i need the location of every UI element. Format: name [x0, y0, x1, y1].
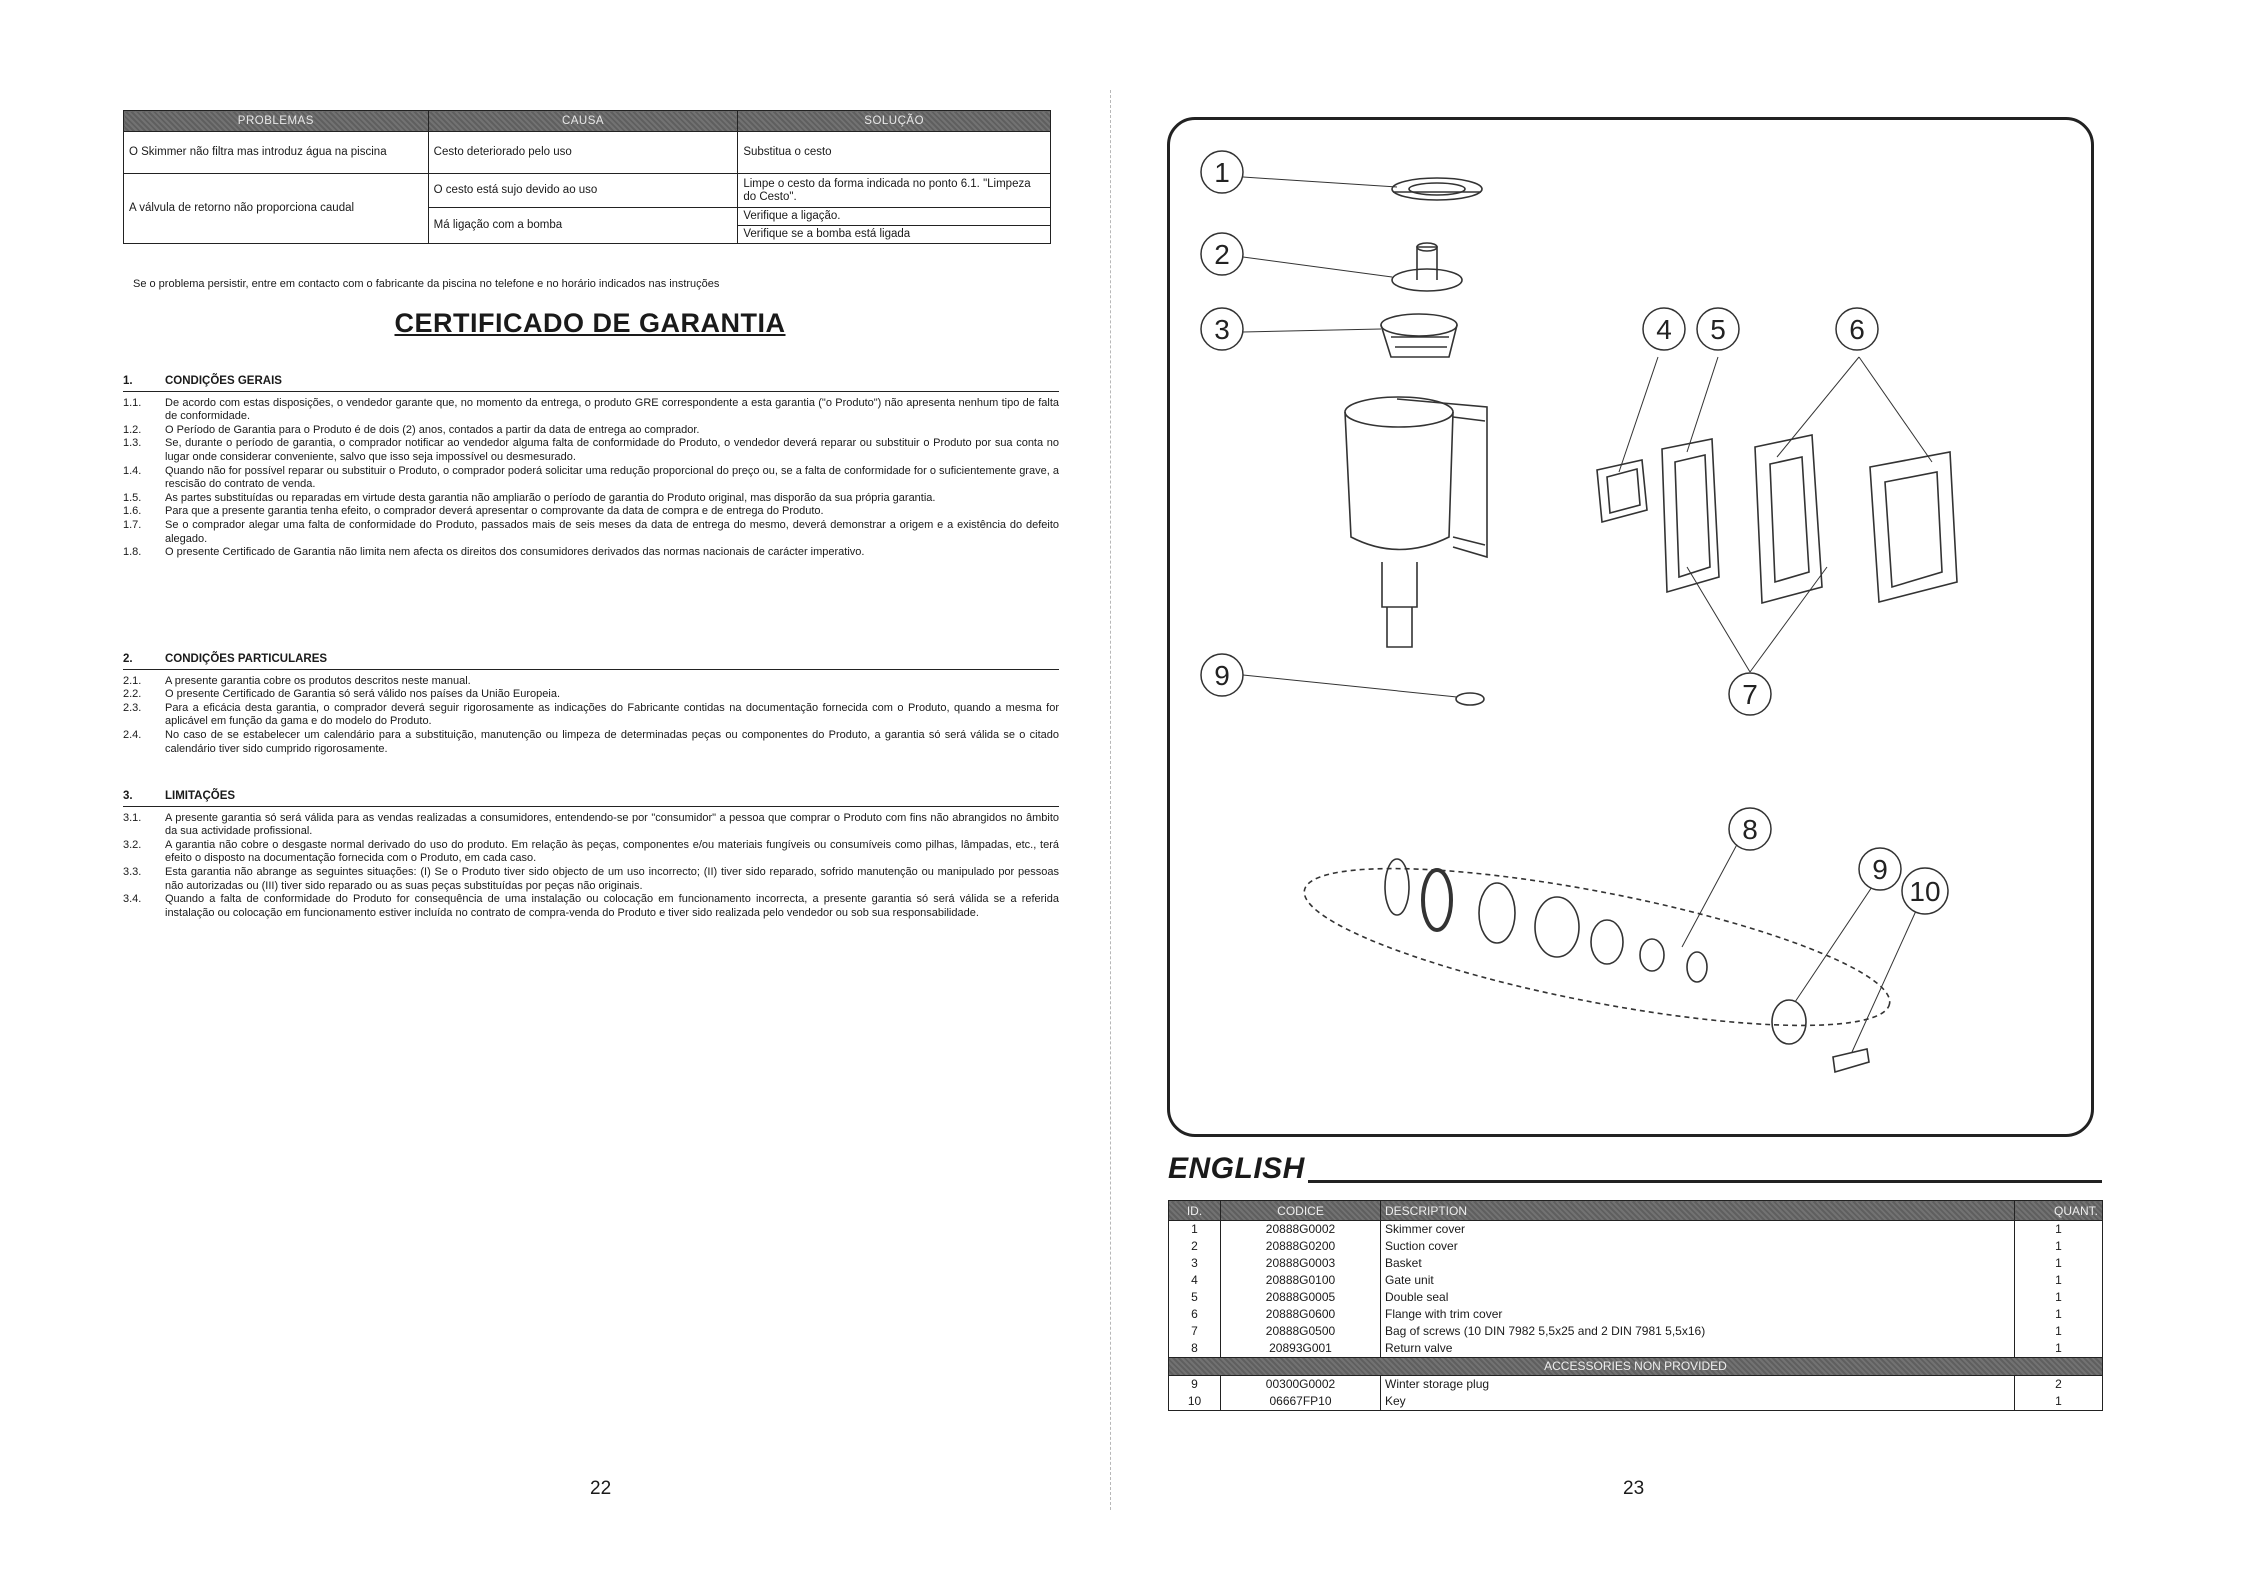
part-id: 4 — [1169, 1272, 1221, 1289]
basket-part — [1381, 314, 1457, 357]
svg-text:10: 10 — [1909, 876, 1941, 907]
part-code: 20893G001 — [1221, 1340, 1381, 1358]
clause-number: 2.1. — [123, 674, 142, 687]
svg-text:3: 3 — [1214, 314, 1230, 345]
callout-5 — [1697, 308, 1739, 350]
svg-text:7: 7 — [1742, 679, 1758, 710]
accessories-label: ACCESSORIES NON PROVIDED — [1169, 1358, 2103, 1376]
svg-text:9: 9 — [1872, 854, 1888, 885]
clause-number: 3.4. — [123, 893, 142, 906]
svg-text:6: 6 — [1849, 314, 1865, 345]
clause-number: 2.3. — [123, 701, 142, 714]
part-description: Basket — [1381, 1255, 2015, 1272]
cause-cell: Má ligação com a bomba — [428, 208, 738, 244]
header-solution: SOLUÇÃO — [738, 111, 1051, 132]
part-id: 9 — [1169, 1376, 1221, 1394]
solution-cell: Verifique se a bomba está ligada — [738, 226, 1051, 244]
part-description: Return valve — [1381, 1340, 2015, 1358]
part-id: 3 — [1169, 1255, 1221, 1272]
heading-rule — [1308, 1180, 2102, 1183]
svg-text:2: 2 — [1214, 239, 1230, 270]
clause-text: Se o comprador alegar uma falta de conformidade do Produto, passados mais de seis meses da data de entrega do mesmo, deverá demonstrar a origem e a existência do defeito alegado. — [165, 518, 1059, 545]
part-code: 06667FP10 — [1221, 1393, 1381, 1411]
clause-number: 1.5. — [123, 491, 142, 504]
clause-text: As partes substituídas ou reparadas em virtude desta garantia não ampliarão o período de garantia do Produto original, mas disporão da sua própria garantia. — [165, 491, 936, 504]
table-row — [1169, 1272, 2103, 1289]
page-number: 23 — [1623, 1478, 1645, 1499]
suction-cover-part — [1392, 243, 1462, 291]
clause-text: Esta garantia não abrange as seguintes situações: (I) Se o Produto tiver sido objecto de um uso incorrecto; (II) tiver sido reparado, sofrido manutenção ou manipulado por pessoas não autorizadas ou (III) tiver sido reparado ou as suas peças substituídas por peças não originais. — [165, 865, 1059, 892]
part-description: Key — [1381, 1393, 2015, 1411]
clause-text: A presente garantia só será válida para as vendas realizadas a consumidores, entendendo-se por "consumidor" a pessoa que comprar o Produto com fins não abrangidos no âmbito da sua actividade profissional. — [165, 811, 1059, 838]
clause — [123, 437, 1059, 464]
part-quantity: 1 — [2015, 1255, 2103, 1272]
clause-number: 1.8. — [123, 546, 142, 559]
leader-lines — [1243, 177, 1932, 1052]
return-valve-part — [1294, 836, 1900, 1058]
clause-text: Se, durante o período de garantia, o comprador notificar ao vendedor alguma falta de conformidade do Produto, o vendedor deverá reparar ou substituir o Produto por sua conta no lugar onde considerar conveniente, salvo que isso seja impossível ou desmesurado. — [165, 437, 1059, 463]
callout-9-accessory — [1859, 848, 1901, 890]
skimmer-exploded-diagram — [1167, 117, 2094, 1137]
clause-text: No caso de se estabelecer um calendário para a substituição, manutenção ou limpeza de determinadas peças ou componentes do Produto, a garantia só será válida se o citado calendário tiver sido cumprido rigorosamente. — [165, 728, 1059, 755]
part-id: 10 — [1169, 1393, 1221, 1411]
table-row — [1169, 1376, 2103, 1394]
part-code: 20888G0005 — [1221, 1289, 1381, 1306]
callout-8 — [1729, 808, 1771, 850]
header-id: ID. — [1169, 1201, 1221, 1221]
callout-2 — [1201, 233, 1243, 275]
header-description: DESCRIPTION — [1381, 1201, 2015, 1221]
language-heading: ENGLISH — [1168, 1152, 1305, 1185]
clause-number: 1.3. — [123, 437, 142, 450]
part-id: 6 — [1169, 1306, 1221, 1323]
callout-6 — [1836, 308, 1878, 350]
key-part — [1833, 1049, 1869, 1072]
clause — [123, 675, 1059, 689]
double-seal-part — [1662, 439, 1719, 592]
clause — [123, 424, 1059, 438]
clause-text: O Período de Garantia para o Produto é de dois (2) anos, contados a partir da data de entrega ao comprador. — [165, 423, 700, 436]
section-number: 3. — [123, 790, 133, 802]
svg-text:8: 8 — [1742, 814, 1758, 845]
gate-unit-part — [1597, 460, 1647, 522]
clause-number: 1.1. — [123, 396, 142, 409]
flange-part — [1755, 435, 1957, 603]
winter-plug-part — [1772, 1000, 1806, 1044]
part-description: Double seal — [1381, 1289, 2015, 1306]
clause-number: 1.6. — [123, 505, 142, 518]
part-description: Gate unit — [1381, 1272, 2015, 1289]
skimmer-cover-part — [1392, 178, 1482, 200]
section-number: 2. — [123, 653, 133, 665]
parts-table — [1168, 1200, 2103, 1411]
clause-number: 1.7. — [123, 518, 142, 531]
clause — [123, 729, 1059, 756]
part-quantity: 1 — [2015, 1221, 2103, 1239]
callout-1 — [1201, 151, 1243, 193]
troubleshooting-table — [123, 110, 1051, 244]
clause-text: A garantia não cobre o desgaste normal derivado do uso do produto. Em relação às peças, componentes e/ou materiais fungíveis ou consumíveis como pilhas, lâmpadas, etc., terá efeito o disposto na documentação fornecida com o Produto, em cada caso. — [165, 838, 1059, 865]
clause — [123, 702, 1059, 729]
solution-cell: Verifique a ligação. — [738, 208, 1051, 226]
part-code: 00300G0002 — [1221, 1376, 1381, 1394]
callout-4 — [1643, 308, 1685, 350]
page-fold — [1110, 90, 1111, 1510]
clause — [123, 893, 1059, 920]
part-quantity: 1 — [2015, 1306, 2103, 1323]
table-row — [1169, 1255, 2103, 1272]
header-problems: PROBLEMAS — [124, 111, 429, 132]
section-title: LIMITAÇÕES — [165, 790, 236, 802]
part-description: Flange with trim cover — [1381, 1306, 2015, 1323]
part-description: Skimmer cover — [1381, 1221, 2015, 1239]
svg-text:5: 5 — [1710, 314, 1726, 345]
part-quantity: 1 — [2015, 1393, 2103, 1411]
accessories-row — [1169, 1358, 2103, 1376]
clause — [123, 519, 1059, 546]
part-code: 20888G0200 — [1221, 1238, 1381, 1255]
part-id: 2 — [1169, 1238, 1221, 1255]
solution-cell: Limpe o cesto da forma indicada no ponto 6.1. "Limpeza do Cesto". — [738, 174, 1051, 208]
callout-3 — [1201, 308, 1243, 350]
clause-number: 2.2. — [123, 688, 142, 701]
cause-cell: O cesto está sujo devido ao uso — [428, 174, 738, 208]
part-code: 20888G0100 — [1221, 1272, 1381, 1289]
clause-text: Para a eficácia desta garantia, o comprador deverá seguir rigorosamente as indicações do Fabricante contidas na documentação fornecida com o Produto, quando a mesma for aplicável em função da gama e do modelo do Produto. — [165, 701, 1059, 728]
clause — [123, 397, 1059, 424]
clause — [123, 688, 1059, 702]
clause — [123, 505, 1059, 519]
part-code: 20888G0600 — [1221, 1306, 1381, 1323]
header-quantity: QUANT. — [2015, 1201, 2103, 1221]
clause — [123, 465, 1059, 492]
section-number: 1. — [123, 375, 133, 387]
clause-text: De acordo com estas disposições, o vendedor garante que, no momento da entrega, o produto GRE correspondente a esta garantia ("o Produto") não apresenta nenhum tipo de falta de conformidade. — [165, 396, 1059, 423]
callout-9 — [1201, 654, 1243, 696]
problem-cell: A válvula de retorno não proporciona caudal — [124, 174, 429, 244]
table-row — [1169, 1289, 2103, 1306]
part-code: 20888G0500 — [1221, 1323, 1381, 1340]
header-code: CODICE — [1221, 1201, 1381, 1221]
table-row — [1169, 1393, 2103, 1411]
part-id: 5 — [1169, 1289, 1221, 1306]
part-quantity: 1 — [2015, 1272, 2103, 1289]
callout-10 — [1902, 868, 1948, 914]
part-description: Bag of screws (10 DIN 7982 5,5x25 and 2 DIN 7981 5,5x16) — [1381, 1323, 2015, 1340]
clause — [123, 812, 1059, 839]
part-description: Winter storage plug — [1381, 1376, 2015, 1394]
clause-number: 2.4. — [123, 728, 142, 741]
svg-text:4: 4 — [1656, 314, 1672, 345]
clause-number: 3.3. — [123, 865, 142, 878]
skimmer-body — [1345, 397, 1487, 647]
part-id: 1 — [1169, 1221, 1221, 1239]
clause-text: A presente garantia cobre os produtos descritos neste manual. — [165, 674, 471, 687]
clause — [123, 546, 1059, 560]
page-number: 22 — [590, 1478, 612, 1499]
clause — [123, 492, 1059, 506]
table-row — [1169, 1323, 2103, 1340]
certificate-title: CERTIFICADO DE GARANTIA — [394, 308, 786, 338]
clause-number: 1.2. — [123, 423, 142, 436]
persist-note: Se o problema persistir, entre em contacto com o fabricante da piscina no telefone e no horário indicados nas instruções — [133, 278, 720, 290]
clause-text: Quando a falta de conformidade do Produto for consequência de uma instalação ou colocação em funcionamento incorrecta, a presente garantia só será válida se a referida instalação ou colocação em funcionamento estiver incluída no contrato de compra-venda do Produto e tiver sido realizada pelo vendedor ou sob sua responsabilidade. — [165, 893, 1059, 919]
part-quantity: 1 — [2015, 1323, 2103, 1340]
header-cause: CAUSA — [428, 111, 738, 132]
section-general-conditions — [123, 375, 1059, 560]
part-quantity: 2 — [2015, 1376, 2103, 1394]
clause-text: Quando não for possível reparar ou substituir o Produto, o comprador poderá solicitar uma redução proporcional do preço ou, se a falta de conformidade for o suficientemente grave, a rescisão do contrato de venda. — [165, 464, 1059, 491]
section-heading — [123, 653, 1059, 670]
cause-cell: Cesto deteriorado pelo uso — [428, 132, 738, 174]
clause-text: O presente Certificado de Garantia não limita nem afecta os direitos dos consumidores derivados das normas nacionais de carácter imperativo. — [165, 546, 865, 559]
clause-number: 3.2. — [123, 838, 142, 851]
left-page — [0, 0, 1110, 1587]
part-quantity: 1 — [2015, 1238, 2103, 1255]
section-title: CONDIÇÕES GERAIS — [165, 375, 282, 387]
part-description: Suction cover — [1381, 1238, 2015, 1255]
section-heading — [123, 375, 1059, 392]
plug-part — [1456, 693, 1484, 705]
section-title: CONDIÇÕES PARTICULARES — [165, 653, 328, 665]
clause — [123, 866, 1059, 893]
table-row — [1169, 1238, 2103, 1255]
clause-text: O presente Certificado de Garantia só será válido nos países da União Europeia. — [165, 688, 561, 701]
table-row — [1169, 1306, 2103, 1323]
problem-cell: O Skimmer não filtra mas introduz água na piscina — [124, 132, 429, 174]
section-limitations — [123, 790, 1059, 920]
part-quantity: 1 — [2015, 1289, 2103, 1306]
callout-7 — [1729, 673, 1771, 715]
section-heading — [123, 790, 1059, 807]
clause-text: Para que a presente garantia tenha efeito, o comprador deverá apresentar o comprovante da data de compra e de entrega do Produto. — [165, 505, 824, 518]
part-id: 8 — [1169, 1340, 1221, 1358]
part-id: 7 — [1169, 1323, 1221, 1340]
clause — [123, 839, 1059, 866]
solution-cell: Substitua o cesto — [738, 132, 1051, 174]
table-row — [1169, 1221, 2103, 1239]
section-particular-conditions — [123, 653, 1059, 756]
part-quantity: 1 — [2015, 1340, 2103, 1358]
part-code: 20888G0003 — [1221, 1255, 1381, 1272]
clause-number: 1.4. — [123, 464, 142, 477]
table-row — [1169, 1340, 2103, 1358]
clause-number: 3.1. — [123, 811, 142, 824]
part-code: 20888G0002 — [1221, 1221, 1381, 1239]
svg-text:9: 9 — [1214, 660, 1230, 691]
svg-text:1: 1 — [1214, 157, 1230, 188]
